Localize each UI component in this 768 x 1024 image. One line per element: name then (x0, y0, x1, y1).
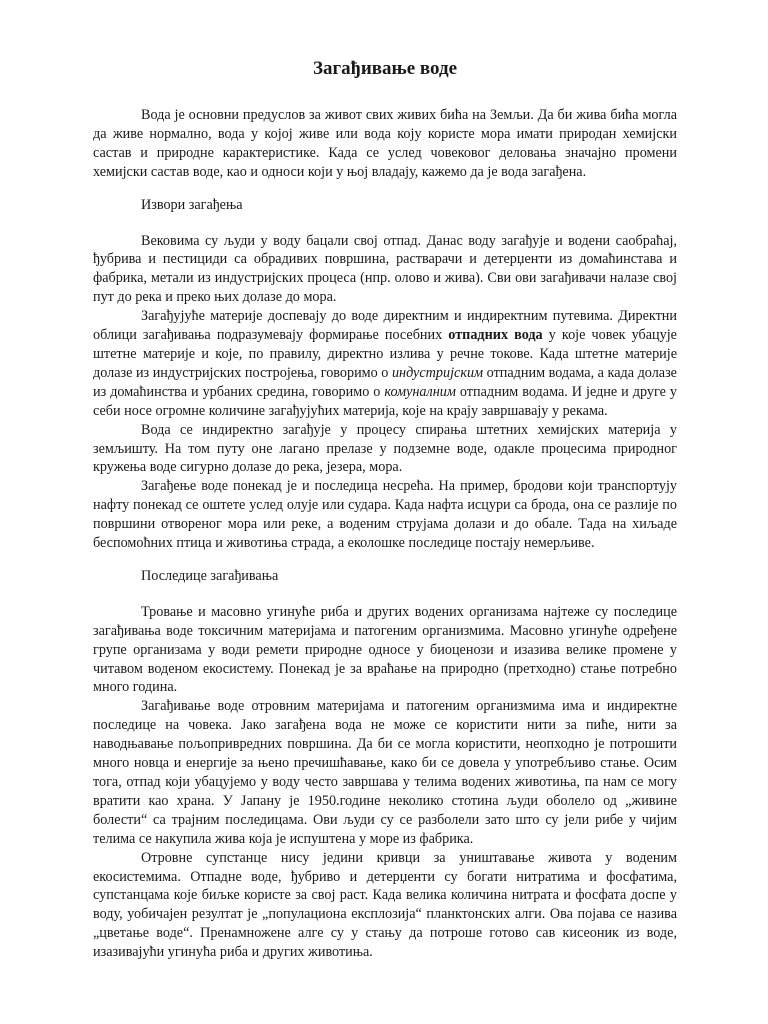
italic-term-communal: комуналним (384, 383, 456, 400)
consequences-paragraph-1: Тровање и масовно угинуће риба и других водених организама најтеже су последице загађивања воде токсичним материјама и патогеним организмима. Масовно угинуће одређене групе организама у води ремети природне односе у биоценози и изазива велике промене у читавом воденом екосистему. Понекад је за враћање на природно (претходно) стање потребно много година. (93, 603, 677, 696)
section-heading-consequences: Последице загађивања (141, 567, 279, 584)
italic-term-industrial: индустријским (391, 364, 484, 381)
intro-paragraph: Вода је основни предуслов за живот свих живих бића на Земљи. Да би жива бића могла да живе нормално, вода у којој живе или вода коју користе мора имати природан хемијски састав и природне карактеристике. Када се услед човековог деловања значајно промени хемијски састав воде, као и односи који у њој владају, кажемо да је вода загађена. (93, 107, 677, 180)
bold-term-waste-water: отпадних вода (448, 327, 543, 344)
text-run: отпадним водама, а када долазе из домаћинства и урбаних средина, говоримо о (93, 364, 677, 400)
consequences-paragraph-2: Загађивање воде отровним материјама и патогеним организмима има и индиректне последице на човека. Јако загађена вода не може се користити нити за пиће, нити за наводњавање пољопривредних површина. Да би се могла користити, неопходно је потрошити много новца и енергије за њено пречишћавање, како би се довела у употребљиво стање. Осим тога, отпад који убацујемо у воду често завршава у телима водених животиња, па нам се могу вратити као храна. У Јапану је 1950.године неколико стотина људи оболело од „живине болести“ са трајним последицама. Ови људи су се разболели зато што су јели рибе у чијим телима се накупила жива која је испуштена у море из фабрика. (93, 698, 677, 847)
spacer (93, 182, 677, 196)
text-run: у које човек убацује штетне материје и које, по правилу, директно излива у речне токове. Када штетне материје долазе из индустријских постројења, говоримо о (93, 327, 677, 381)
sources-paragraph-3: Вода се индиректно загађује у процесу спирања штетних хемијских материја у земљишту. На том путу оне лагано прелазе у подземне воде, одакле процесима природног кружења воде сигурно долазе до река, језера, мора. (93, 421, 677, 476)
spacer (93, 586, 677, 603)
spacer (93, 215, 677, 232)
sources-paragraph-1: Вековима су људи у воду бацали свој отпад. Данас воду загађује и водени саобраћај, ђубрива и пестициди са обрадивих површина, растварачи и детерџенти из домаћинстава и фабрика, метали из индустријских процеса (нпр. олово и жива). Сви ови загађивачи налазе свој пут до река и преко њих долазе до мора. (93, 232, 677, 306)
text-run: Загађујуће материје доспевају до воде директним и индиректним путевима. Директни облици загађивања подразумевају формирање посебних (93, 308, 677, 344)
sources-paragraph-2 (93, 307, 677, 420)
consequences-paragraph-3: Отровне супстанце нису једини кривци за уништавање живота у воденим екосистемима. Отпадне воде, ђубриво и детерџенти су богати нитратима и фосфатима, супстанцама које биљке користе за свој раст. Када велика количина нитрата и фосфата доспе у воду, уобичајен резултат је „популациона експлозија“ планктонских алги. Ова појава се назива „цветање воде“. Пренамножене алге су у стању да потроше готово сав кисеоник из воде, изазивајући угинућа риба и других животиња. (93, 849, 677, 961)
document-title: Загађивање воде (312, 58, 458, 79)
sources-paragraph-4: Загађење воде понекад је и последица несрећа. На пример, бродови који транспортују нафту понекад се оштете услед олује или судара. Када нафта исцури са брода, она се разлије по површини отвореног мора или реке, а воденим струјама долази и до обале. Тада на хиљаде беспомоћних птица и животиња страда, а еколошке последице постају немерљиве. (93, 478, 677, 552)
spacer (93, 553, 677, 567)
text-run: отпадним водама. И једне и друге у себи носе огромне количине загађујућих материја, које на крају завршавају у рекама. (93, 383, 677, 419)
section-heading-sources: Извори загађења (141, 196, 243, 213)
document-page (93, 58, 677, 962)
